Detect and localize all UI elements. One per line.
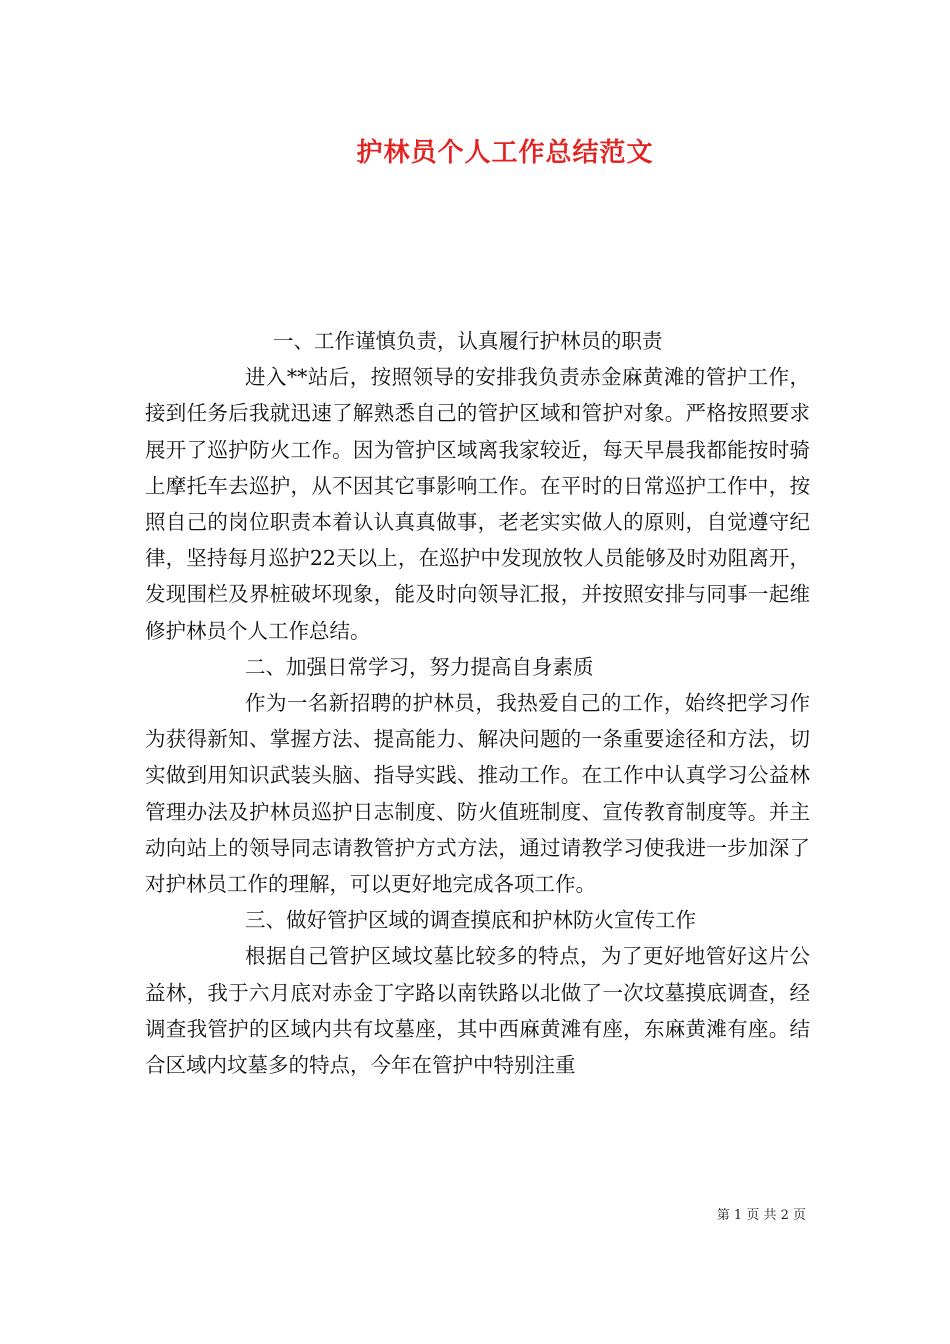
section-heading-3: 三、做好管护区域的调查摸底和护林防火宣传工作 <box>245 908 696 933</box>
section-paragraph-2: 作为一名新招聘的护林员，我热爱自己的工作，始终把学习作为获得新知、掌握方法、提高能力、解决问题的一条重要途径和方法，切实做到用知识武装头脑、指导实践、推动工作。在工作中认真学习公益林管理办法及护林员巡护日志制度、防火值班制度、宣传教育制度等。并主动向站上的领导同志请教管护方式方法，通过请教学习使我进一步加深了对护林员工作的理解，可以更好地完成各项工作。 <box>145 691 810 897</box>
page-number-footer: 第 1 页 共 2 页 <box>716 1208 806 1223</box>
section-paragraph-3: 根据自己管护区域坟墓比较多的特点，为了更好地管好这片公益林，我于六月底对赤金丁字路以南铁路以北做了一次坟墓摸底调查，经调查我管护的区域内共有坟墓座，其中西麻黄滩有座，东麻黄滩有座。结合区域内坟墓多的特点，今年在管护中特别注重 <box>145 944 810 1078</box>
section-heading-1: 一、工作谨慎负责，认真履行护林员的职责 <box>273 329 663 353</box>
document-title: 护林员个人工作总结范文 <box>356 138 654 168</box>
section-heading-2: 二、加强日常学习，努力提高自身素质 <box>245 654 594 679</box>
section-paragraph-1: 进入**站后，按照领导的安排我负责赤金麻黄滩的管护工作，接到任务后我就迅速了解熟悉自己的管护区域和管护对象。严格按照要求展开了巡护防火工作。因为管护区域离我家较近，每天早晨我都能按时骑上摩托车去巡护，从不因其它事影响工作。在平时的日常巡护工作中，按照自己的岗位职责本着认认真真做事，老老实实做人的原则，自觉遵守纪律，坚持每月巡护22天以上，在巡护中发现放牧人员能够及时劝阻离开，发现围栏及界桩破坏现象，能及时向领导汇报，并按照安排与同事一起维修护林员个人工作总结。 <box>145 365 810 643</box>
document-body <box>145 323 810 1083</box>
